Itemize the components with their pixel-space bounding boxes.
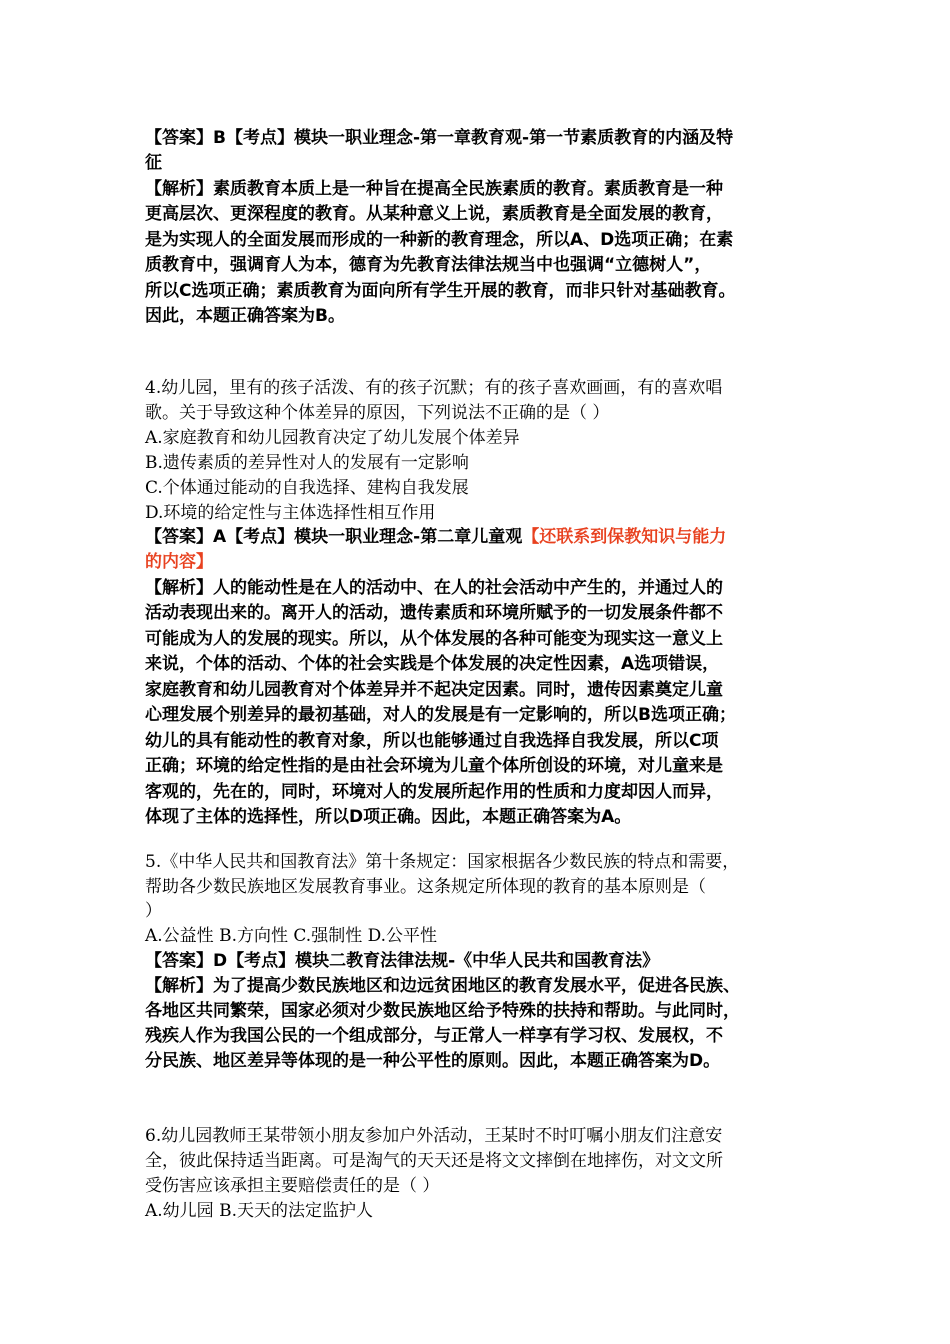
q4-option-d: D.环境的给定性与主体选择性相互作用 [145,503,436,523]
q6-stem-line: 6.幼儿园教师王某带领小朋友参加户外活动，王某时不时叮嘱小朋友们注意安 [145,1126,723,1146]
q5-stem-line: 帮助各少数民族地区发展教育事业。这条规定所体现的教育的基本原则是（ [145,877,706,897]
q4-analysis-line: 幼儿的具有能动性的教育对象，所以也能够通过自我选择自我发展，所以C项 [145,731,719,751]
q4-analysis-line: 体现了主体的选择性，所以D项正确。因此，本题正确答案为A。 [145,807,632,827]
q5-stem-line: 5.《中华人民共和国教育法》第十条规定：国家根据各少数民族的特点和需要， [145,852,740,872]
q3-analysis-line: 【解析】素质教育本质上是一种旨在提高全民族素质的教育。素质教育是一种 [145,179,723,199]
q4-analysis-line: 【解析】人的能动性是在人的活动中、在人的社会活动中产生的，并通过人的 [145,578,723,598]
q4-option-c: C.个体通过能动的自我选择、建构自我发展 [145,478,469,498]
q4-option-a: A.家庭教育和幼儿园教育决定了幼儿发展个体差异 [145,428,520,448]
q4-answer-highlight: 【还联系到保教知识与能力 [522,527,727,547]
q3-answer-line: 【答案】B【考点】模块一职业理念-第一章教育观-第一节素质教育的内涵及特 [145,128,734,148]
q3-analysis-line: 所以C选项正确；素质教育为面向所有学生开展的教育，而非只针对基础教育。 [145,281,736,301]
q6-stem-line: 全，彼此保持适当距离。可是淘气的天天还是将文文摔倒在地摔伤，对文文所 [145,1151,723,1171]
q6-stem-line: 受伤害应该承担主要赔偿责任的是（ ） [145,1176,440,1196]
q4-stem-line: 4.幼儿园，里有的孩子活泼、有的孩子沉默；有的孩子喜欢画画，有的喜欢唱 [145,378,723,398]
q5-analysis-line: 【解析】为了提高少数民族地区和边远贫困地区的教育发展水平，促进各民族、 [145,976,740,996]
q3-answer-line-cont: 征 [145,153,162,173]
q4-answer-prefix: 【答案】A【考点】模块一职业理念-第二章儿童观 [145,527,523,547]
q5-analysis-line: 分民族、地区差异等体现的是一种公平性的原则。因此，本题正确答案为D。 [145,1051,721,1071]
q3-analysis-line: 因此，本题正确答案为B。 [145,306,345,326]
q3-analysis-line: 质教育中，强调育人为本，德育为先教育法律法规当中也强调“立德树人”， [145,255,712,275]
q4-option-b: B.遗传素质的差异性对人的发展有一定影响 [145,453,469,473]
q3-analysis-line: 更高层次、更深程度的教育。从某种意义上说，素质教育是全面发展的教育， [145,204,723,224]
q4-answer-line [145,525,726,549]
q4-analysis-line: 活动表现出来的。离开人的活动，遗传素质和环境所赋予的一切发展条件都不 [145,603,723,623]
q4-analysis-line: 客观的，先在的，同时，环境对人的发展所起作用的性质和力度却因人而异， [145,782,723,802]
q6-options: A.幼儿园 B.天天的法定监护人 [145,1201,373,1221]
q5-analysis-line: 各地区共同繁荣，国家必须对少数民族地区给予特殊的扶持和帮助。与此同时， [145,1001,740,1021]
q5-stem-line: ） [145,901,162,921]
q4-analysis-line: 正确；环境的给定性指的是由社会环境为儿童个体所创设的环境，对儿童来是 [145,756,723,776]
q4-analysis-line: 心理发展个别差异的最初基础，对人的发展是有一定影响的，所以B选项正确； [145,705,736,725]
q4-answer-highlight-cont: 的内容】 [145,552,213,572]
q4-analysis-line: 家庭教育和幼儿园教育对个体差异并不起决定因素。同时，遗传因素奠定儿童 [145,680,723,700]
q5-options: A.公益性 B.方向性 C.强制性 D.公平性 [145,926,438,946]
q4-analysis-line: 来说，个体的活动、个体的社会实践是个体发展的决定性因素，A选项错误， [145,654,720,674]
q4-stem-line: 歌。关于导致这种个体差异的原因，下列说法不正确的是（ ） [145,403,610,423]
q3-analysis-line: 是为实现人的全面发展而形成的一种新的教育理念，所以A、D选项正确；在素 [145,230,734,250]
q5-answer-line: 【答案】D【考点】模块二教育法律法规-《中华人民共和国教育法》 [145,951,660,971]
q4-analysis-line: 可能成为人的发展的现实。所以，从个体发展的各种可能变为现实这一意义上 [145,629,723,649]
q5-analysis-line: 残疾人作为我国公民的一个组成部分，与正常人一样享有学习权、发展权，不 [145,1026,723,1046]
